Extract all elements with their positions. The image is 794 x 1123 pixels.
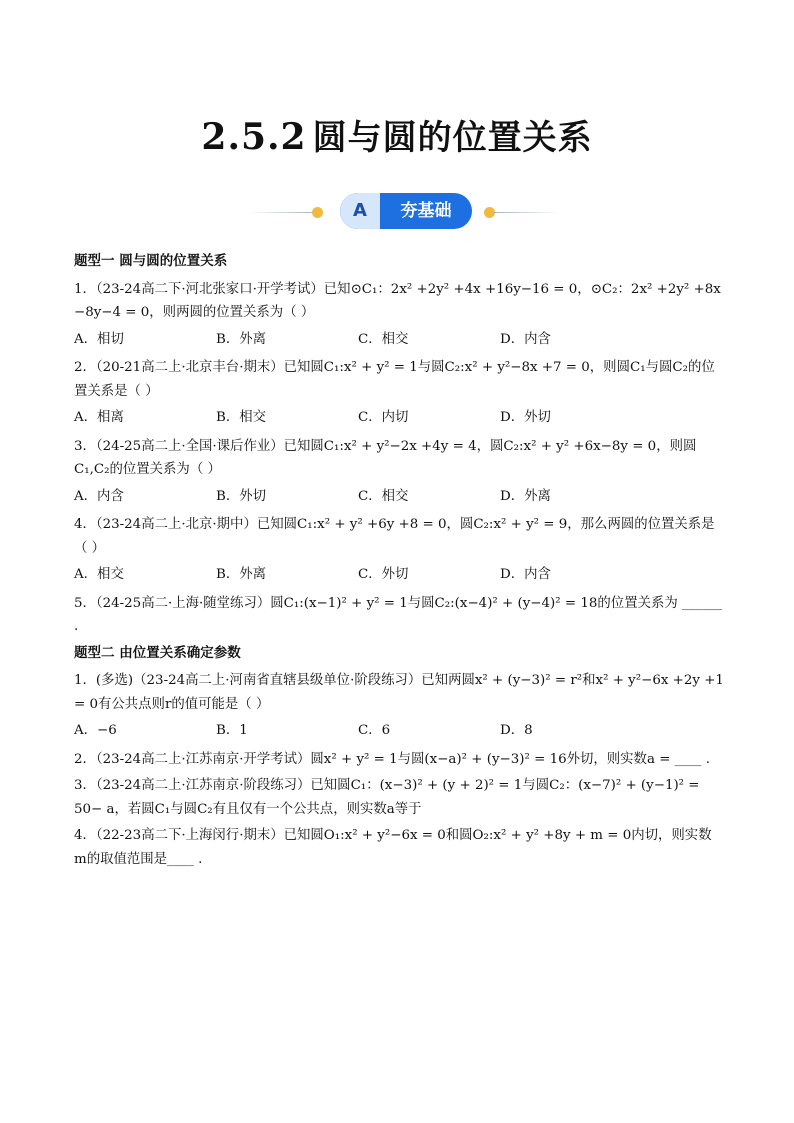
section-heading: 题型一 圆与圆的位置关系: [74, 253, 228, 269]
answer-option: A．相交: [74, 567, 124, 582]
answer-option: A．−6: [74, 723, 117, 738]
answer-option: B．外离: [216, 567, 267, 582]
option-row: [74, 328, 724, 352]
option-row: [74, 563, 724, 587]
banner-line-left: [248, 212, 314, 213]
question-text: 4．（22-23高二下·上海闵行·期末）已知圆O₁:x² + y²−6x = 0和圆O₂:x² + y² +8y + m = 0内切，则实数m的取值范围是____ .: [74, 828, 712, 867]
question-text: 2．（20-21高二上·北京丰台·期末）已知圆C₁:x² + y² = 1与圆C₂:x² + y²−8x +7 = 0，则圆C₁与圆C₂的位置关系是（ ）: [74, 360, 715, 399]
banner-dot-left-icon: [312, 207, 323, 218]
option-row: [74, 406, 724, 430]
banner-pill: [340, 193, 472, 229]
answer-option: B．外离: [216, 331, 267, 347]
question-text: 1．（23-24高二下·河北张家口·开学考试）已知⊙C₁：2x² +2y² +4x +16y−16 = 0，⊙C₂：2x² +2y² +8x −8y−4 = 0，则两圆的位置关系为（ ）: [74, 281, 721, 320]
answer-option: B．1: [216, 723, 248, 738]
answer-option: A．相切: [74, 331, 124, 347]
answer-option: C．6: [358, 723, 391, 738]
section-banner: [0, 193, 794, 229]
answer-option: B．外切: [216, 488, 267, 504]
answer-option: D．8: [500, 723, 533, 738]
answer-option: D．外切: [500, 410, 551, 425]
question-text: 5．（24-25高二·上海·随堂练习）圆C₁:(x−1)² + y² = 1与圆C₂:(x−4)² + (y−4)² = 18的位置关系为 ______ .: [74, 595, 723, 634]
section-number: 2.5.2: [201, 116, 307, 158]
page-title: [0, 110, 794, 159]
question-text: 1．(多选)（23-24高二上·河南省直辖县级单位·阶段练习）已知两圆x² + (y−3)² = r²和x² + y²−6x +2y +1 = 0有公共点则r的值可能是（ ）: [74, 673, 724, 712]
option-row: [74, 485, 724, 509]
exercise-content: [74, 248, 724, 874]
banner-letter: A: [340, 193, 380, 229]
section-title: 圆与圆的位置关系: [312, 118, 593, 158]
answer-option: C．内切: [358, 410, 409, 425]
answer-option: C．相交: [358, 488, 409, 504]
answer-option: D．外离: [500, 488, 551, 504]
section-heading: 题型二 由位置关系确定参数: [74, 644, 241, 661]
question-text: 2．（23-24高二上·江苏南京·开学考试）圆x² + y² = 1与圆(x−a)² + (y−3)² = 16外切，则实数a = ____ .: [74, 751, 710, 767]
question-text: 3．（24-25高二上·全国·课后作业）已知圆C₁:x² + y²−2x +4y = 4，圆C₂:x² + y² +6x−8y = 0，则圆C₁,C₂的位置关系为（ ）: [74, 438, 697, 477]
option-row: [74, 719, 724, 743]
answer-option: B．相交: [216, 410, 267, 425]
answer-option: D．内含: [500, 567, 551, 582]
answer-option: D．内含: [500, 331, 551, 347]
banner-line-right: [494, 212, 560, 213]
answer-option: C．相交: [358, 331, 409, 347]
answer-option: A．内含: [74, 488, 124, 504]
question-text: 4．（23-24高二上·北京·期中）已知圆C₁:x² + y² +6y +8 = 0，圆C₂:x² + y² = 9，那么两圆的位置关系是（ ）: [74, 517, 715, 556]
answer-option: C．外切: [358, 567, 409, 582]
question-text: 3．（23-24高二上·江苏南京·阶段练习）已知圆C₁：(x−3)² + (y + 2)² = 1与圆C₂：(x−7)² + (y−1)² = 50− a，若圆C₁与圆C₂有且仅有一个公共点，则实数a等于: [74, 778, 700, 817]
answer-option: A．相离: [74, 410, 124, 425]
banner-label: 夯基础: [400, 201, 452, 221]
